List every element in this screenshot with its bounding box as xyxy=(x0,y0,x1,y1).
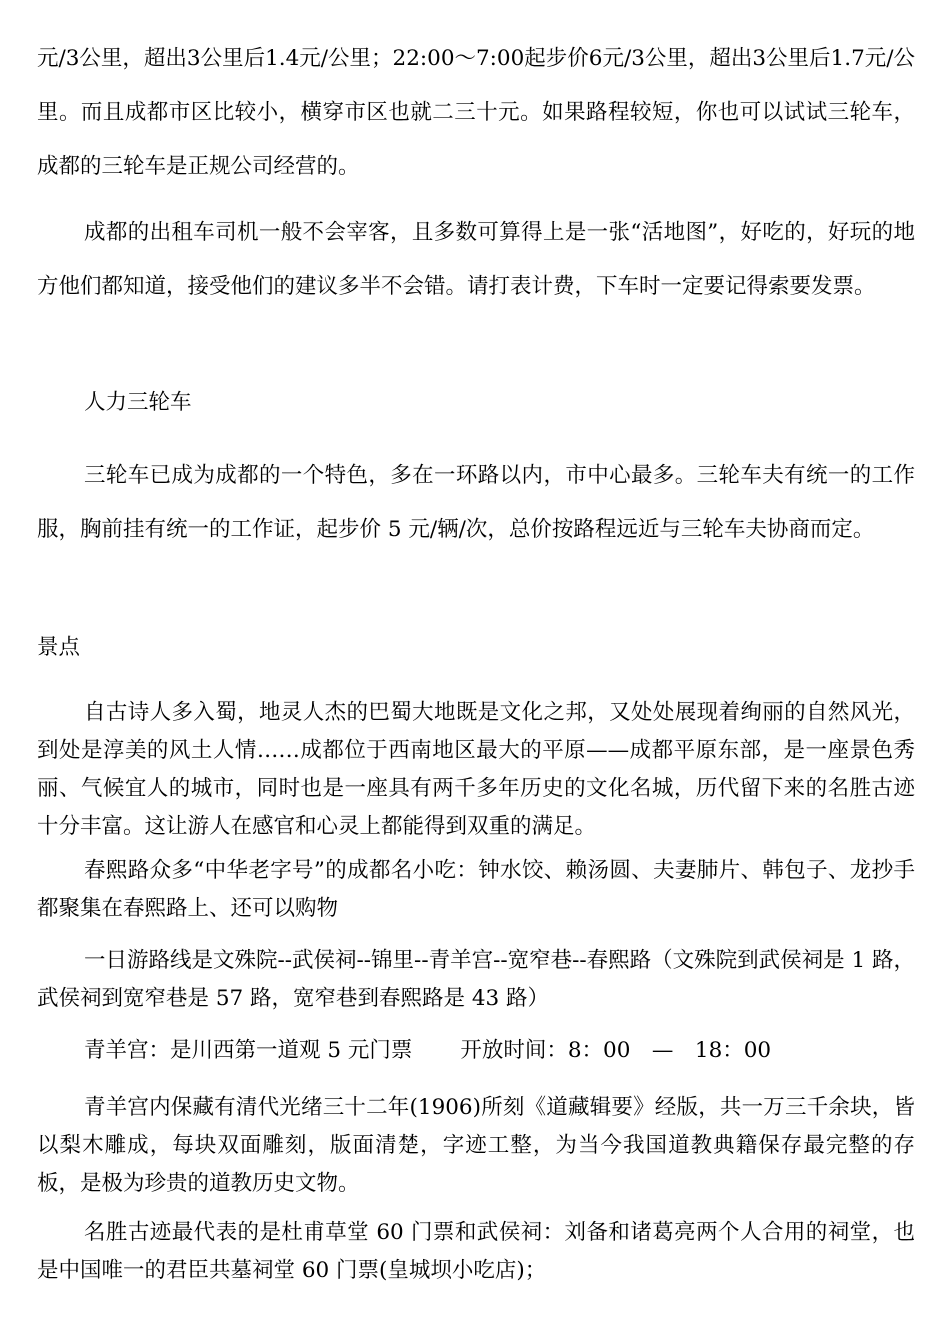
qingyang-ticket-text: 青羊宫：是川西第一道观 5 元门票 xyxy=(84,1038,413,1063)
qingyang-hours-text: 开放时间：8：00 — 18：00 xyxy=(460,1038,772,1063)
rickshaw-heading: 人力三轮车 xyxy=(84,390,192,415)
qingyang-info-line xyxy=(37,1032,915,1070)
qingyang-woodblocks-paragraph: 青羊宫内保藏有清代光绪三十二年(1906)所刻《道藏辑要》经版，共一万三千余块，皆以梨木雕成，每块双面雕刻，版面清楚，字迹工整，为当今我国道教典籍保存最完整的存板，是极为珍贵的道教历史文物。 xyxy=(37,1095,915,1196)
famous-sites-paragraph: 名胜古迹最代表的是杜甫草堂 60 门票和武侯祠：刘备和诸葛亮两个人合用的祠堂，也是中国唯一的君臣共墓祠堂 60 门票(皇城坝小吃店)； xyxy=(37,1220,915,1283)
rickshaw-paragraph: 三轮车已成为成都的一个特色，多在一环路以内，市中心最多。三轮车夫有统一的工作服，胸前挂有统一的工作证，起步价 5 元/辆/次，总价按路程远近与三轮车夫协商而定。 xyxy=(37,463,915,542)
sights-heading: 景点 xyxy=(37,635,81,660)
chunxi-road-paragraph: 春熙路众多“中华老字号”的成都名小吃：钟水饺、赖汤圆、夫妻肺片、韩包子、龙抄手都聚集在春熙路上、还可以购物 xyxy=(37,858,915,921)
taxi-drivers-paragraph: 成都的出租车司机一般不会宰客，且多数可算得上是一张“活地图”，好吃的，好玩的地方他们都知道，接受他们的建议多半不会错。请打表计费，下车时一定要记得索要发票。 xyxy=(37,220,915,299)
sights-intro-paragraph: 自古诗人多入蜀，地灵人杰的巴蜀大地既是文化之邦，又处处展现着绚丽的自然风光，到处是淳美的风土人情……成都位于西南地区最大的平原——成都平原东部，是一座景色秀丽、气候宜人的城市，同时也是一座具有两千多年历史的文化名城，历代留下来的名胜古迹十分丰富。这让游人在感官和心灵上都能得到双重的满足。 xyxy=(37,700,915,839)
taxi-fare-paragraph: 元/3公里，超出3公里后1.4元/公里；22:00～7:00起步价6元/3公里，超出3公里后1.7元/公里。而且成都市区比较小，横穿市区也就二三十元。如果路程较短，你也可以试试三轮车，成都的三轮车是正规公司经营的。 xyxy=(37,46,915,179)
day-route-paragraph: 一日游路线是文殊院--武侯祠--锦里--青羊宫--宽窄巷--春熙路（文殊院到武侯祠是 1 路，武侯祠到宽窄巷是 57 路，宽窄巷到春熙路是 43 路） xyxy=(37,948,915,1011)
